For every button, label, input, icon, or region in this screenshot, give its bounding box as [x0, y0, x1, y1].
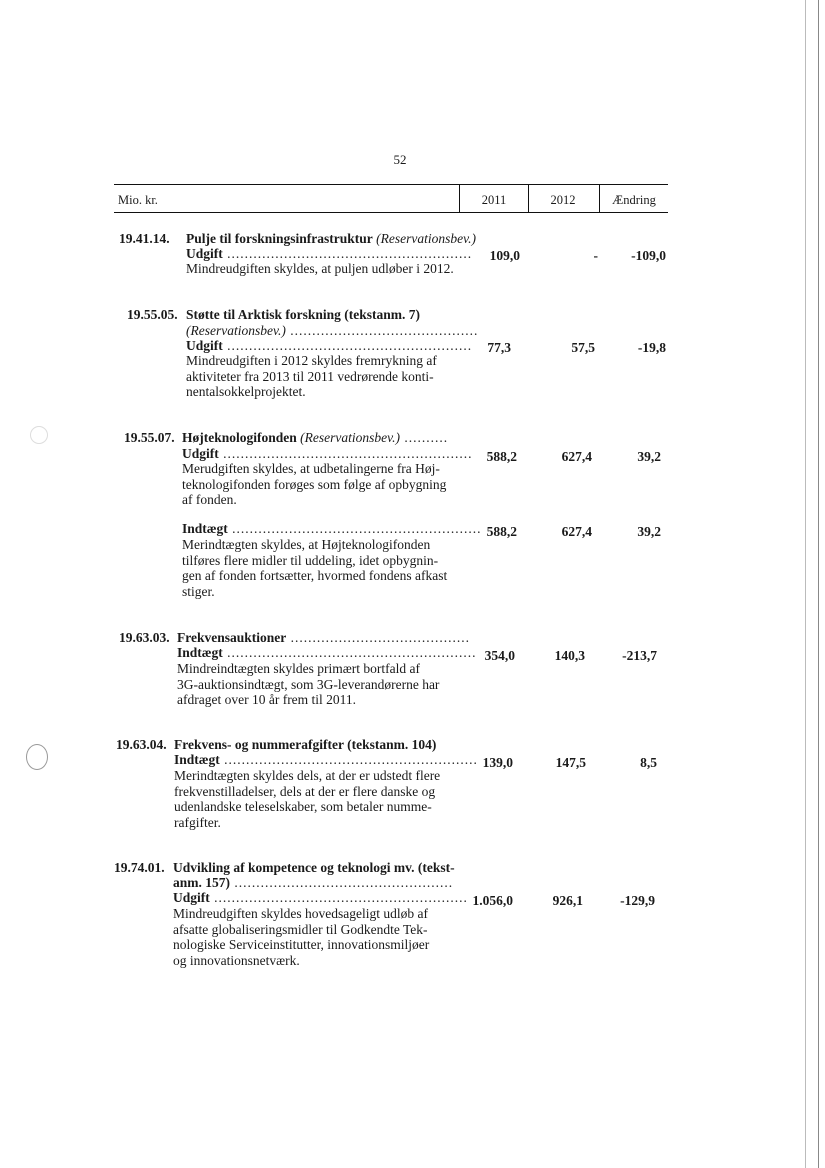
item-label-text: Udgift	[186, 246, 223, 261]
page-edge-line	[805, 0, 806, 1168]
header-col-change: Ændring	[612, 193, 656, 207]
note-line: nologiske Serviceinstitutter, innovationsmiljøer	[173, 937, 430, 952]
section-title: Udvikling af kompetence og teknologi mv. (tekst-	[173, 860, 455, 875]
item-label: Indtægt ..........................................................	[174, 752, 478, 767]
section-title-line2: (Reservationsbev.) ...........................................	[186, 323, 479, 338]
section-heading: Frekvensauktioner .........................................	[177, 630, 471, 645]
section-heading	[186, 231, 476, 246]
value-2011: 354,0	[484, 648, 515, 663]
value-2012: 627,4	[561, 524, 592, 539]
value-change: 8,5	[640, 755, 657, 770]
value-2011: 109,0	[489, 248, 520, 263]
section-number: 19.41.14.	[119, 231, 170, 246]
value-2011: 588,2	[486, 524, 517, 539]
section-number: 19.63.04.	[116, 737, 167, 752]
explanatory-note	[182, 461, 459, 508]
value-change: 39,2	[637, 524, 661, 539]
note-line: teknologifonden forøges som følge af opbygning	[182, 476, 447, 492]
explanatory-note	[173, 906, 451, 968]
note-line: Merudgiften skyldes, at udbetalingerne fra Høj-	[182, 461, 440, 476]
explanatory-note	[177, 661, 454, 708]
value-2012: 627,4	[561, 449, 592, 464]
note-line: af fonden.	[182, 492, 237, 507]
note-line: Mindreudgiften i 2012 skyldes fremrykning af	[186, 353, 437, 368]
header-unit-label: Mio. kr.	[118, 193, 158, 207]
item-label: Udgift ........................................................	[186, 338, 473, 353]
section-title: Frekvensauktioner	[177, 630, 287, 645]
section-title-line2: anm. 157) ..................................................	[173, 875, 454, 890]
note-line: frekvenstilladelser, dels at der er flere danske og	[174, 783, 436, 799]
item-label-text: Indtægt	[177, 645, 223, 660]
section-number: 19.63.03.	[119, 630, 170, 645]
item-label: Udgift ........................................................	[186, 246, 473, 261]
note-line: gen af fonden fortsætter, hvormed fondens afkast	[182, 568, 448, 583]
explanatory-note	[186, 353, 460, 400]
explanatory-note	[186, 261, 460, 277]
value-change: 39,2	[637, 449, 661, 464]
section-title-continued: anm. 157)	[173, 875, 230, 890]
note-line: Merindtægten skyldes dels, at der er udstedt flere	[174, 768, 441, 783]
value-2011: 588,2	[486, 449, 517, 464]
item-label: Indtægt .........................................................	[182, 521, 482, 536]
note-line: aktiviteter fra 2013 til 2011 vedrørende konti-	[186, 368, 434, 384]
value-2011: 77,3	[487, 340, 511, 355]
value-2011: 139,0	[482, 755, 513, 770]
note-line: afdraget over 10 år frem til 2011.	[177, 692, 357, 707]
item-label-text: Udgift	[186, 338, 223, 353]
item-label-text: Indtægt	[174, 752, 220, 767]
value-2011: 1.056,0	[472, 893, 513, 908]
section-heading: Højteknologifonden (Reservationsbev.) ..........	[182, 430, 449, 445]
header-col-2011: 2011	[481, 193, 507, 207]
note-line: 3G-auktionsindtægt, som 3G-leverandørerne har	[177, 676, 440, 692]
section-title: Højteknologifonden	[182, 430, 297, 445]
section-number: 19.74.01.	[114, 860, 165, 875]
note-line: rafgifter.	[174, 814, 221, 830]
note-line: og innovationsnetværk.	[173, 952, 300, 968]
section-number: 19.55.05.	[127, 307, 178, 322]
note-line: tilføres flere midler til uddeling, idet opbygnin-	[182, 552, 439, 568]
note-line: Merindtægten skyldes, at Højteknologifonden	[182, 537, 431, 552]
item-label-text: Udgift	[182, 446, 219, 461]
section-number: 19.55.07.	[124, 430, 175, 445]
header-bottom-rule	[114, 212, 668, 213]
explanatory-note	[174, 768, 452, 830]
item-label: Udgift ..........................................................	[173, 890, 468, 905]
header-top-rule	[114, 184, 668, 185]
section-title: Pulje til forskningsinfrastruktur	[186, 231, 373, 246]
note-line: nentalsokkelprojektet.	[186, 384, 306, 399]
page-number: 52	[393, 152, 407, 167]
punch-hole-mark	[26, 744, 48, 770]
value-2012: -	[593, 248, 598, 263]
page-edge-line	[818, 0, 819, 1168]
note-line: Mindreudgiften skyldes hovedsageligt udløb af	[173, 906, 428, 921]
section-title: Frekvens- og nummerafgifter (tekstanm. 104)	[174, 737, 437, 752]
value-2012: 140,3	[554, 648, 585, 663]
header-col-2012: 2012	[550, 193, 576, 207]
punch-hole-mark	[30, 426, 48, 444]
value-2012: 926,1	[552, 893, 583, 908]
note-line: Mindreindtægten skyldes primært bortfald af	[177, 661, 420, 676]
value-change: -109,0	[631, 248, 666, 263]
note-line: stiger.	[182, 583, 215, 599]
note-line: afsatte globaliseringsmidler til Godkendte Tek-	[173, 921, 428, 937]
value-change: -19,8	[637, 340, 666, 355]
note-line: udenlandske teleselskaber, som betaler numme-	[174, 799, 432, 814]
section-title: Støtte til Arktisk forskning (tekstanm. 7)	[186, 307, 421, 322]
item-label: Udgift .........................................................	[182, 446, 473, 461]
section-title-italic: (Reservationsbev.)	[186, 323, 286, 338]
explanatory-note	[182, 537, 459, 599]
note-line: Mindreudgiften skyldes, at puljen udløber i 2012.	[186, 261, 454, 276]
item-label: Indtægt .........................................................	[177, 645, 477, 660]
value-2012: 147,5	[555, 755, 586, 770]
value-change: -129,9	[620, 893, 655, 908]
item-label-text: Indtægt	[182, 521, 228, 536]
item-label-text: Udgift	[173, 890, 210, 905]
section-title-italic: (Reservationsbev.)	[300, 430, 400, 445]
value-2012: 57,5	[571, 340, 595, 355]
value-change: -213,7	[622, 648, 657, 663]
section-title-italic: (Reservationsbev.)	[376, 231, 476, 246]
